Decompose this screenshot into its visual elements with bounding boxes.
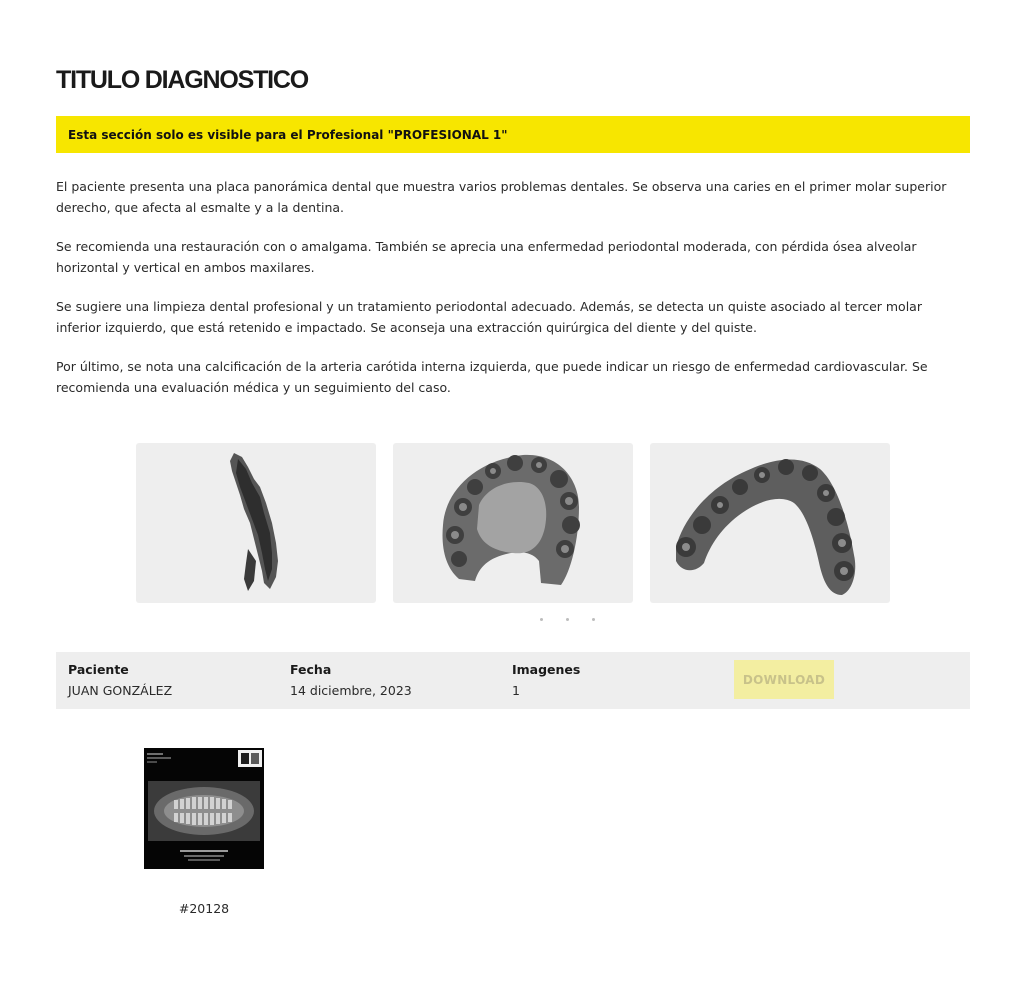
date-label: Fecha <box>290 662 332 677</box>
gallery-pagination[interactable] <box>540 618 600 624</box>
page-title: TITULO DIAGNOSTICO <box>56 66 308 94</box>
attachment-id: #20128 <box>178 901 230 916</box>
diagnosis-paragraph: Se recomienda una restauración con o amalgama. También se aprecia una enfermedad periodontal moderada, con pérdida ósea alveolar horizontal y vertical en ambos maxilares. <box>56 239 917 275</box>
scan-gallery <box>136 443 890 603</box>
images-count: 1 <box>512 683 520 698</box>
images-label: Imagenes <box>512 662 581 677</box>
gallery-item[interactable] <box>136 443 376 603</box>
patient-label: Paciente <box>68 662 129 677</box>
attachment-thumbnail[interactable] <box>144 748 264 869</box>
pagination-dot[interactable] <box>592 618 595 621</box>
notice-text: Esta sección solo es visible para el Profesional "PROFESIONAL 1" <box>68 127 508 142</box>
diagnosis-paragraph: El paciente presenta una placa panorámica dental que muestra varios problemas dentales. Se observa una caries en el primer molar superior derecho, que afecta al esmalte y a la dentina. <box>56 179 947 215</box>
case-info-bar <box>56 652 970 709</box>
pagination-dot[interactable] <box>540 618 543 621</box>
date-value: 14 diciembre, 2023 <box>290 683 412 698</box>
gallery-item[interactable] <box>393 443 633 603</box>
panoramic-xray-thumbnail <box>144 748 264 869</box>
dental-scan-side-view-image <box>136 443 376 603</box>
patient-info <box>68 662 172 699</box>
date-info <box>290 662 412 699</box>
dental-scan-upper-arch-image <box>393 443 633 603</box>
images-info <box>512 662 580 699</box>
diagnosis-paragraph: Se sugiere una limpieza dental profesional y un tratamiento periodontal adecuado. Además, se detecta un quiste asociado al tercer molar inferior izquierdo, que está retenido e impactado. Se aconseja una extracción quirúrgica del diente y del quiste. <box>56 299 922 335</box>
pagination-dot[interactable] <box>566 618 569 621</box>
dental-scan-lower-arch-image <box>650 443 890 603</box>
professional-visibility-notice <box>56 116 970 153</box>
diagnosis-text <box>56 176 968 416</box>
patient-name: JUAN GONZÁLEZ <box>68 683 173 698</box>
download-button[interactable]: DOWNLOAD <box>734 660 834 699</box>
gallery-item[interactable] <box>650 443 890 603</box>
diagnosis-paragraph: Por último, se nota una calcificación de la arteria carótida interna izquierda, que puede indicar un riesgo de enfermedad cardiovascular. Se recomienda una evaluación médica y un seguimiento del caso. <box>56 359 928 395</box>
